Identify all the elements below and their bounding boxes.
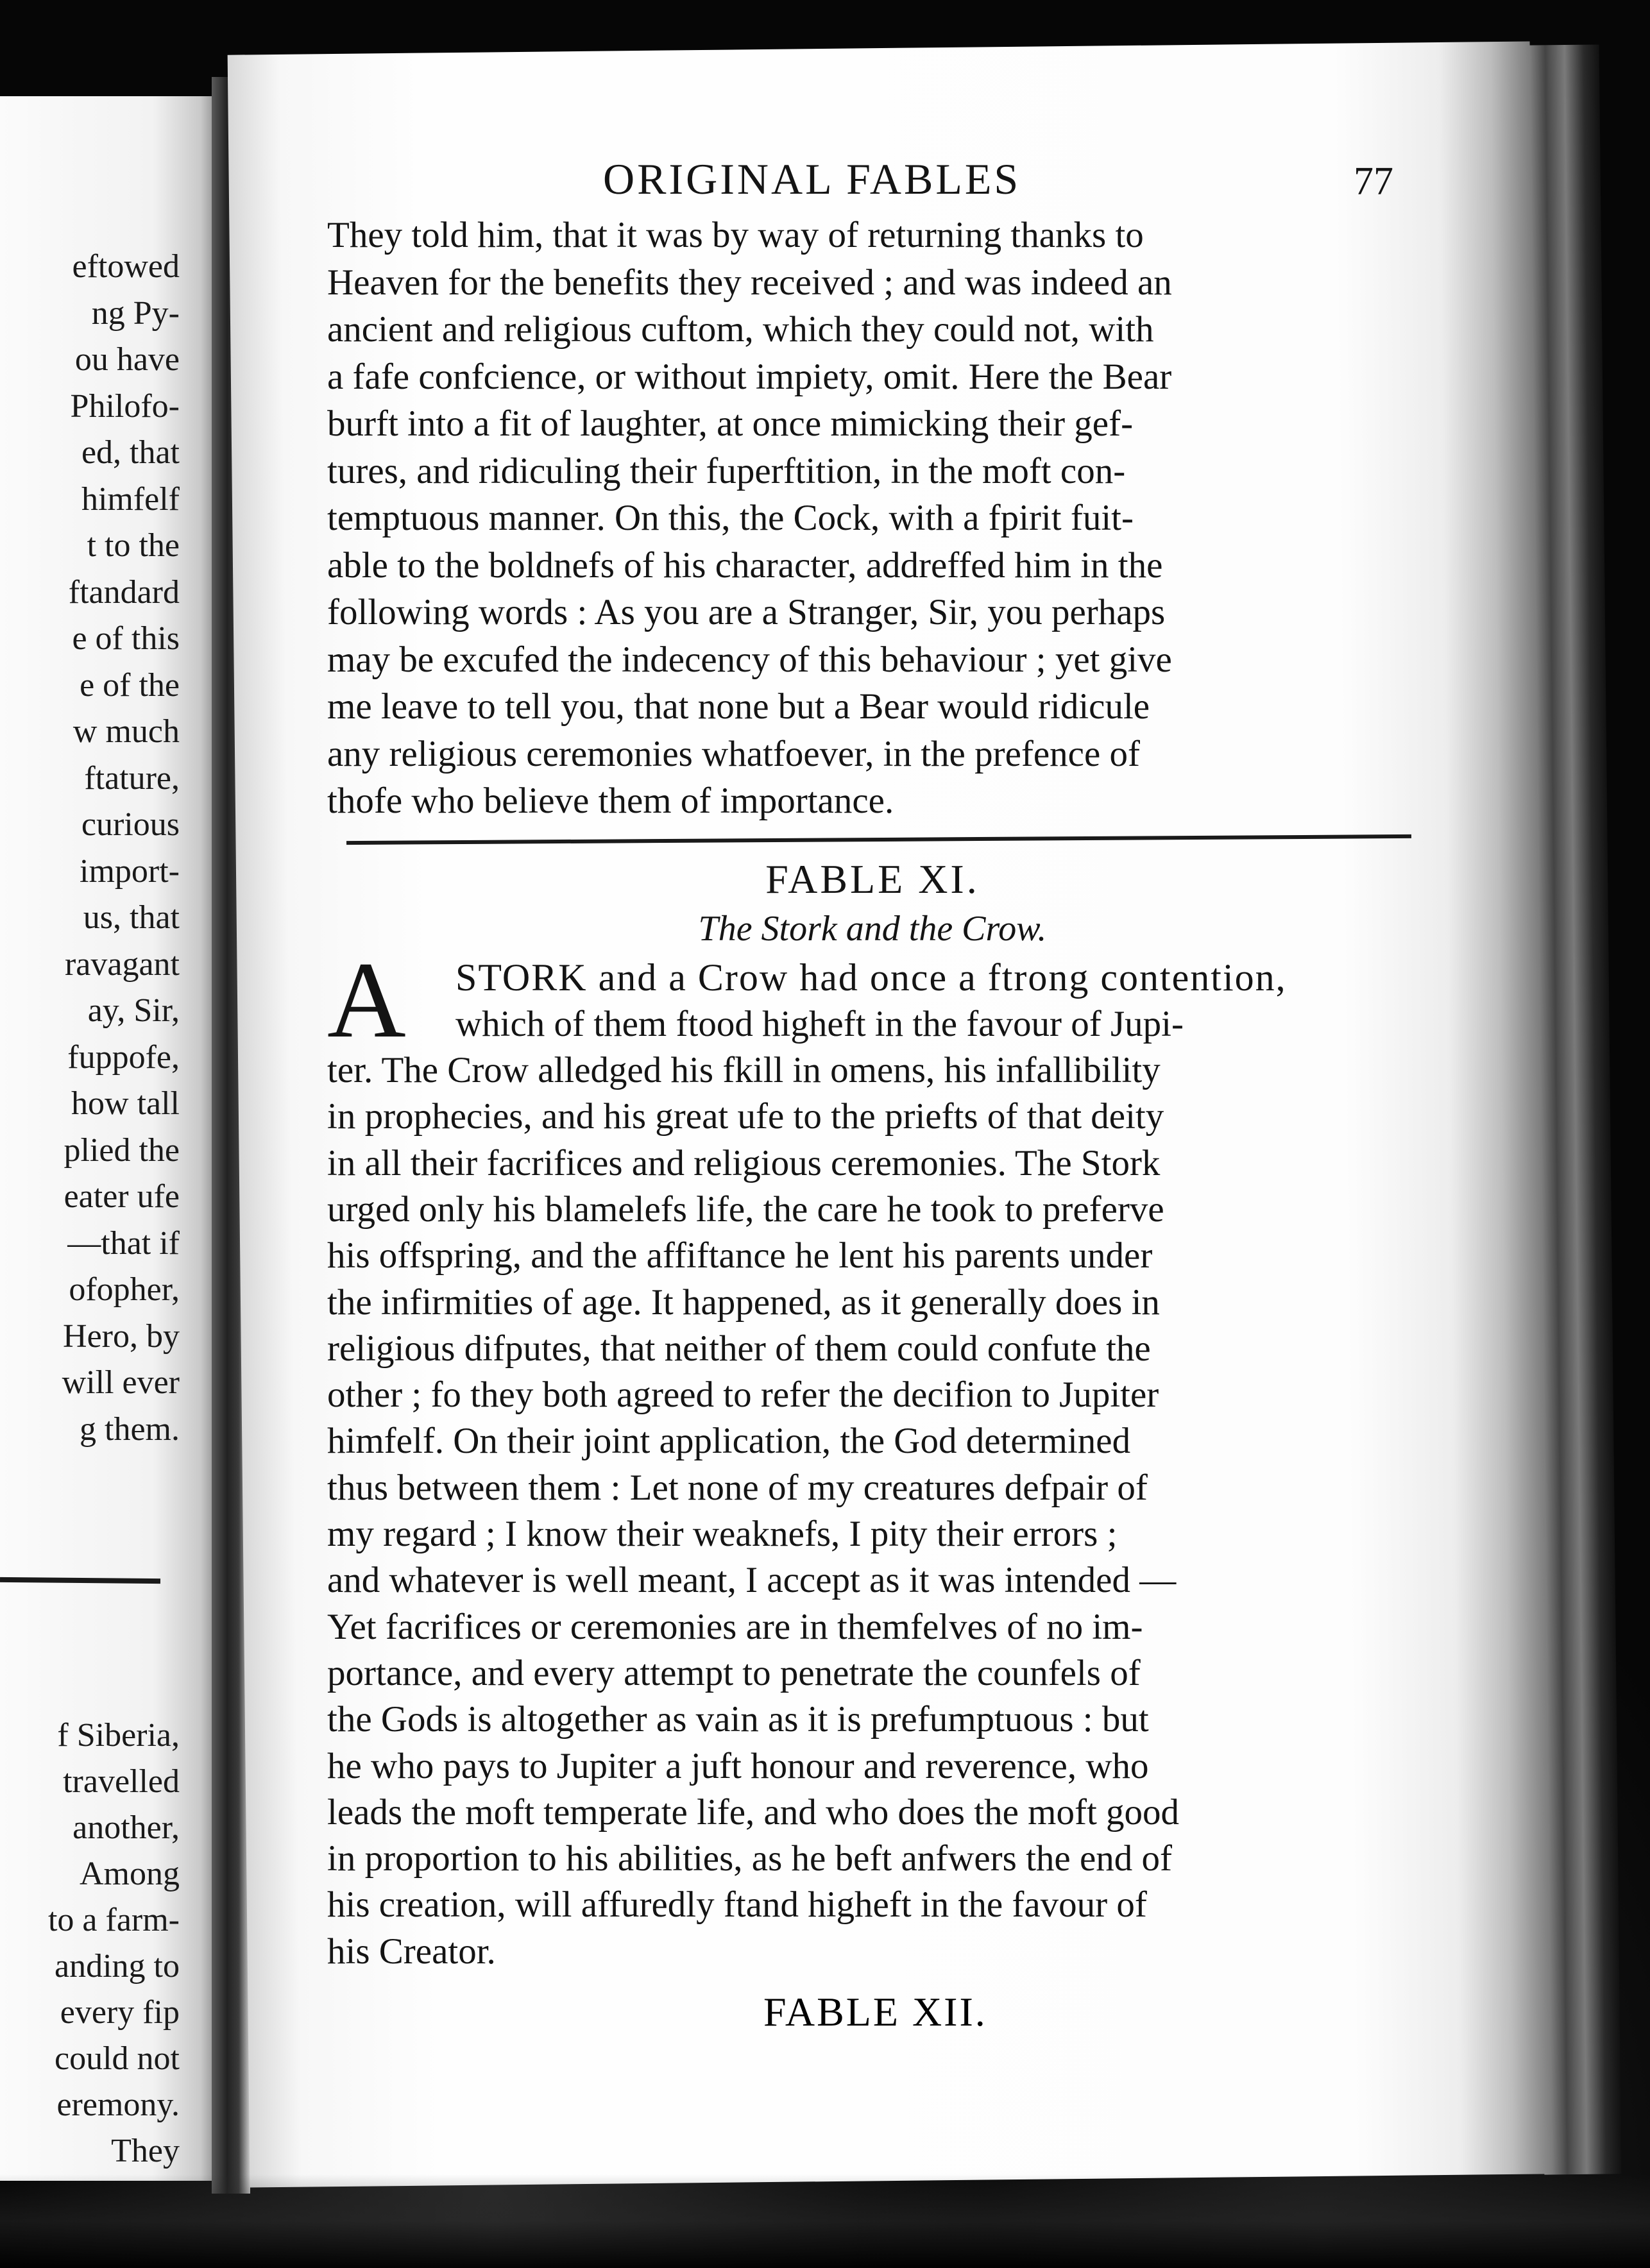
left-page-text-top <box>62 244 180 1453</box>
left-line: to a farm- <box>47 1902 180 1938</box>
fable-heading: FABLE XI. <box>765 856 980 902</box>
text-line: his offspring, and the affiftance he lent his parents under <box>327 1235 1153 1276</box>
left-line: e of this <box>72 620 180 657</box>
left-line: eftowed <box>72 248 180 285</box>
text-line: the infirmities of age. It happened, as it generally does in <box>327 1282 1160 1323</box>
text-line: in all their facrifices and religious ceremonies. The Stork <box>327 1142 1161 1183</box>
left-line: us, that <box>83 899 180 936</box>
left-line: Philofo- <box>70 387 180 425</box>
left-line: anding to <box>55 1948 180 1985</box>
text-line: in proportion to his abilities, as he beft anfwers the end of <box>327 1838 1173 1879</box>
left-line: —that if <box>67 1224 180 1262</box>
left-line: could not <box>55 2040 180 2077</box>
text-line: and whatever is well meant, I accept as it was intended — <box>327 1560 1177 1601</box>
text-line: in prophecies, and his great ufe to the priefts of that deity <box>327 1096 1164 1137</box>
left-line: ed, that <box>81 434 180 471</box>
text-line: thofe who believe them of importance. <box>327 781 894 821</box>
left-line: f Siberia, <box>57 1717 180 1754</box>
left-line: ng Py- <box>91 294 180 332</box>
text-line: burft into a fit of laughter, at once mimicking their gef- <box>327 403 1134 444</box>
text-line: Yet facrifices or ceremonies are in themfelves of no im- <box>327 1606 1143 1647</box>
fable-xi-body <box>327 939 1418 1975</box>
left-line: ftature, <box>84 759 180 797</box>
left-line: himfelf <box>81 480 180 518</box>
section-divider <box>346 834 1411 844</box>
left-line: ou have <box>74 341 180 378</box>
left-line: ay, Sir, <box>87 992 180 1029</box>
text-line: leads the moft temperate life, and who does the moft good <box>327 1791 1180 1832</box>
left-line: fuppofe, <box>67 1038 180 1076</box>
left-line: They <box>111 2133 180 2169</box>
left-line: Hero, by <box>63 1317 180 1355</box>
left-line: Among <box>80 1856 180 1892</box>
bottom-shadow <box>0 2174 1650 2268</box>
left-page <box>0 96 218 2181</box>
left-line: t to the <box>87 527 180 564</box>
text-line: may be excufed the indecency of this behaviour ; yet give <box>327 639 1172 680</box>
left-line: plied the <box>64 1131 180 1169</box>
running-head <box>327 154 1418 212</box>
text-line: other ; fo they both agreed to refer the decifion to Jupiter <box>327 1375 1159 1416</box>
fable-x-conclusion <box>327 212 1418 825</box>
text-line: which of them ftood higheft in the favour of Jupi- <box>455 1003 1184 1044</box>
left-line: w much <box>72 713 180 750</box>
text-line: tures, and ridiculing their fuperftition, in the moft con- <box>327 450 1126 491</box>
text-line: able to the boldnefs of his character, addreffed him in the <box>327 545 1163 586</box>
text-line: following words : As you are a Stranger, Sir, you perhaps <box>327 592 1166 632</box>
page-number: 77 <box>1354 160 1393 203</box>
left-line: eremony. <box>56 2086 180 2123</box>
text-line: ancient and religious cuftom, which they could not, with <box>327 309 1154 350</box>
text-line: STORK and a Crow had once a ftrong contention, <box>455 956 1287 999</box>
text-line: he who pays to Jupiter a juft honour and reverence, who <box>327 1745 1149 1786</box>
text-line: a fafe confcience, or without impiety, omit. Here the Bear <box>327 356 1172 397</box>
left-page-text-bottom <box>48 1713 180 2174</box>
left-line: curious <box>81 806 180 843</box>
text-line: portance, and every attempt to penetrate the counfels of <box>327 1652 1141 1693</box>
left-line: ftandard <box>68 573 180 611</box>
running-title: ORIGINAL FABLES <box>603 155 1021 203</box>
fable-subtitle: The Stork and the Crow. <box>698 908 1047 949</box>
text-line: temptuous manner. On this, the Cock, with a fpirit fuit- <box>327 498 1134 538</box>
text-line: his creation, will affuredly ftand higheft in the favour of <box>327 1884 1147 1925</box>
catchword: FABLE XII. <box>763 1989 987 2035</box>
left-line: g them. <box>80 1410 180 1448</box>
text-line: any religious ceremonies whatfoever, in the prefence of <box>327 733 1140 774</box>
drop-cap: A <box>327 939 406 1060</box>
text-line: his Creator. <box>327 1931 496 1972</box>
left-line: will ever <box>62 1364 180 1401</box>
text-line: They told him, that it was by way of returning thanks to <box>327 215 1144 255</box>
right-page-content <box>327 154 1418 1974</box>
left-line: ofopher, <box>69 1271 180 1308</box>
text-line: the Gods is altogether as vain as it is prefumptuous : but <box>327 1699 1149 1740</box>
left-line: ravagant <box>64 945 180 983</box>
left-page-divider <box>0 1577 160 1584</box>
text-line: urged only his blamelefs life, the care he took to preferve <box>327 1189 1164 1230</box>
text-line: thus between them : Let none of my creatures defpair of <box>327 1467 1148 1508</box>
left-line: e of the <box>80 666 180 704</box>
left-line: eater ufe <box>64 1178 180 1215</box>
text-line: ter. The Crow alledged his fkill in omens, his infallibility <box>327 1050 1161 1091</box>
left-line: every fip <box>60 1994 180 2031</box>
text-line: religious difputes, that neither of them could confute the <box>327 1328 1151 1369</box>
text-line: himfelf. On their joint application, the God determined <box>327 1421 1131 1462</box>
text-line: me leave to tell you, that none but a Bear would ridicule <box>327 686 1150 727</box>
left-line: how tall <box>71 1085 180 1122</box>
text-line: Heaven for the benefits they received ; and was indeed an <box>327 262 1172 303</box>
left-line: travelled <box>63 1763 180 1800</box>
left-line: another, <box>72 1809 180 1846</box>
text-line: my regard ; I know their weaknefs, I pity their errors ; <box>327 1514 1118 1555</box>
left-line: import- <box>80 852 180 890</box>
